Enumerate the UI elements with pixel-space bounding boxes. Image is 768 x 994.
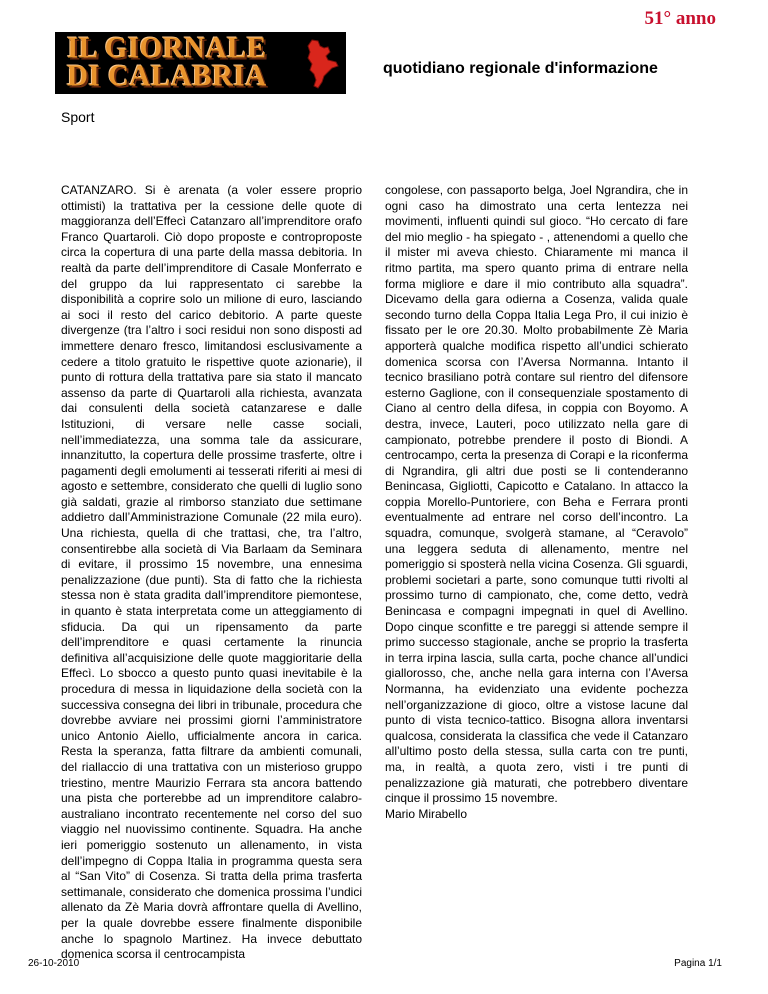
- logo-line-2: DI CALABRIA: [67, 59, 267, 93]
- footer-date: 26-10-2010: [28, 958, 80, 969]
- footer-page-number: Pagina 1/1: [674, 958, 722, 969]
- newspaper-logo: [55, 32, 346, 94]
- article-column-right: [385, 183, 688, 822]
- anniversary-label: 51° anno: [644, 8, 716, 29]
- section-label: Sport: [61, 109, 95, 125]
- article-column-left: [61, 183, 362, 963]
- newspaper-subtitle: quotidiano regionale d'informazione: [383, 60, 658, 77]
- article-text-left: CATANZARO. Si è arenata (a voler essere proprio ottimisti) la trattativa per la cessione delle quote di maggioranza dell’Effecì Catanzaro all’imprenditore orafo Franco Quartaroli. Ciò dopo proposte e controproposte circa la copertura di una parte della massa debitoria. In realtà da parte dell’imprenditore di Casale Monferrato e del gruppo da lui rappresentato ci sarebbe la disponibilità a coprire solo un milione di euro, lasciando ai soci il resto del carico debitorio. A parte queste divergenze (tra l’altro i soci residui non sono disposti ad immettere denaro fresco, limitandosi esclusivamente a cedere a titolo gratuito le rispettive quote azionarie), il punto di rottura della trattativa pare sia stato il mancato assenso da parte di Quartaroli alla richiesta, avanzata dai consulenti della società catanzarese e dalle Istituzioni, di versare nelle casse sociali, nell’immediatezza, una somma tale da assicurare, innanzitutto, la copertura delle prossime trasferte, oltre i pagamenti degli emolumenti ai tesserati riferiti ai mesi di agosto e settembre, considerato che quelli di luglio sono già saldati, grazie al rimborso stanziato due settimane addietro dall’Amministrazione Comunale (22 mila euro). Una richiesta, quella di che trattasi, che, tra l’altro, consentirebbe alla società di Via Barlaam da Seminara di evitare, il prossimo 15 novembre, una ennesima penalizzazione (due punti). Sta di fatto che la richiesta stessa non è stata gradita dall’imprenditore piemontese, in quanto è stata interpretata come un atteggiamento di sfiducia. Da qui un ripensamento da parte dell’imprenditore e quasi certamente la rinuncia definitiva all’acquisizione delle quote maggioritarie della Effecì. Lo sbocco a questo punto quasi inevitabile è la procedura di messa in liquidazione della società con la successiva consegna dei libri in tribunale, procedura che dovrebbe avviare nei prossimi giorni l’amministratore unico Antonio Aiello, ufficialmente ancora in carica. Resta la speranza, fatta filtrare da ambienti comunali, del riallaccio di una trattativa con un misterioso gruppo triestino, mentre Maurizio Ferrara sta ancora battendo una pista che porterebbe ad un imprenditore calabro-australiano incontrato recentemente nel corso del suo viaggio nel nuovissimo continente. Squadra. Ha anche ieri pomeriggio sostenuto un allenamento, in vista dell’impegno di Coppa Italia in programma questa sera al “San Vito” di Cosenza. Si tratta della prima trasferta settimanale, considerato che domenica prossima l’undici allenato da Zè Maria dovrà affrontare quella di Avellino, per la quale dovrebbe essere finalmente disponibile anche lo spagnolo Martinez. Ha invece debuttato domenica scorsa il centrocampista: [61, 183, 362, 962]
- article-author: Mario Mirabello: [385, 806, 468, 821]
- calabria-map-icon: [302, 38, 342, 90]
- article-text-right: congolese, con passaporto belga, Joel Ngrandira, che in ogni caso ha dimostrato una certa lentezza nei movimenti, influenti quindi sul gioco. “Ho cercato di fare del mio meglio - ha spiegato - , attenendomi a quello che il mister mi aveva chiesto. Chiaramente mi manca il ritmo partita, ma spero quanto prima di entrare nella forma migliore e dare il mio contributo alla squadra”. Dicevamo della gara odierna a Cosenza, valida quale secondo turno della Coppa Italia Lega Pro, il cui inizio è fissato per le ore 20.30. Molto probabilmente Zè Maria apporterà qualche modifica rispetto all’undici schierato domenica scorsa con l’Aversa Normanna. Intanto il tecnico brasiliano potrà contare sul rientro del difensore esterno Gaglione, con il consequenziale spostamento di Ciano al centro della difesa, in coppia con Boyomo. A destra, invece, Lauteri, poco utilizzato nella gare di campionato, potrebbe prendere il posto di Biondi. A centrocampo, certa la presenza di Corapi e la riconferma di Ngrandira, gli altri due posti se li contenderanno Benincasa, Gigliotti, Capicotto e Catalano. In attacco la coppia Morello-Puntoriere, con Beha e Ferrara pronti eventualmente ad entrare nel corso dell’incontro. La squadra, comunque, svolgerà stamane, al “Ceravolo” una leggera seduta di allenamento, mentre nel pomeriggio si sposterà nella vicina Cosenza. Gli sguardi, problemi societari a parte, sono comunque tutti rivolti al prossimo turno di campionato, che, come detto, vedrà Benincasa e compagni impegnati in quel di Avellino. Dopo cinque sconfitte e tre pareggi si attende sempre il primo successo stagionale, anche se proprio la trasferta in terra irpina lascia, sulla carta, poche chance all’undici giallorosso, che, anche nella gara interna con l’Aversa Normanna, ha evidenziato una evidente pochezza nell’organizzazione di gioco, oltre a vistose lacune dal punto di vista tecnico-tattico. Bisogna allora inventarsi qualcosa, considerata la classifica che vede il Catanzaro all’ultimo posto della stessa, sulla carta con tre punti, ma, in realtà, a quota zero, visti i tre punti di penalizzazione già maturati, che potrebbero diventare cinque il prossimo 15 novembre.: [385, 183, 688, 806]
- logo-line-1: IL GIORNALE: [67, 32, 267, 65]
